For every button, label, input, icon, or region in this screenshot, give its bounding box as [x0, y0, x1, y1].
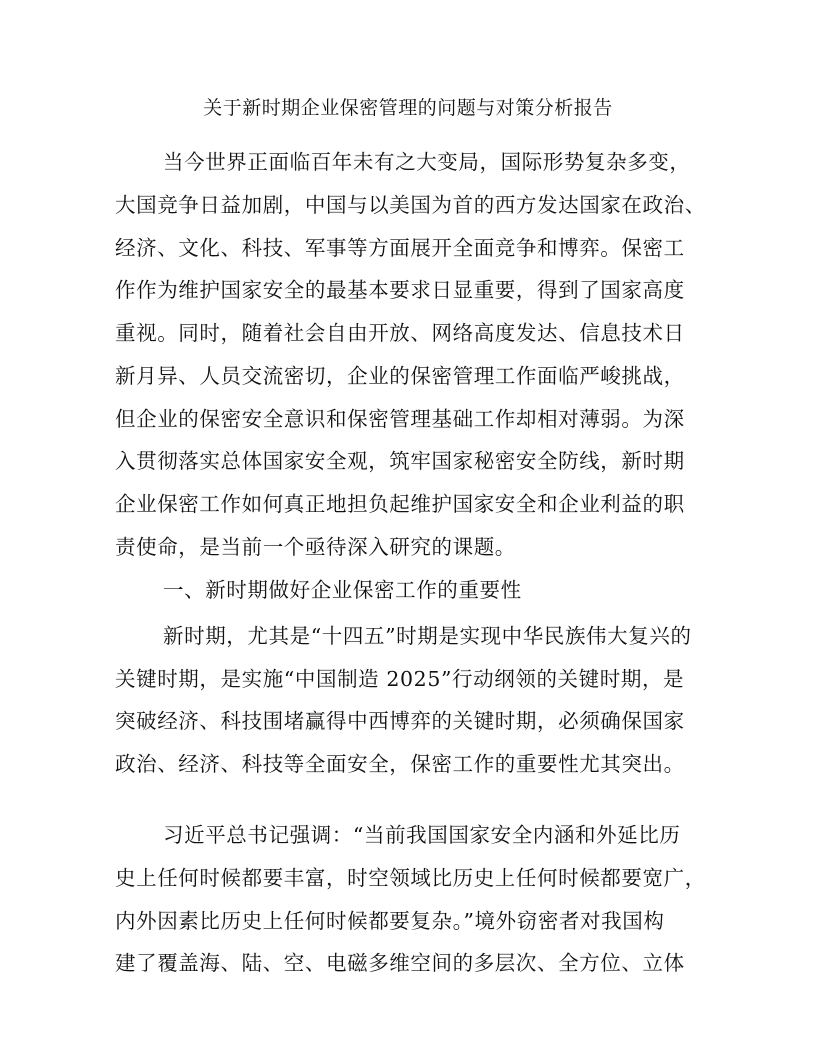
paragraph-line: 但企业的保密安全意识和保密管理基础工作却相对薄弱。为深: [115, 407, 685, 431]
paragraph-line: 企业保密工作如何真正地担负起维护国家安全和企业利益的职: [115, 492, 685, 516]
document-title: 关于新时期企业保密管理的问题与对策分析报告: [203, 97, 613, 119]
paragraph-line: 习近平总书记强调：“当前我国国家安全内涵和外延比历: [163, 823, 681, 847]
paragraph-line: 大国竞争日益加剧，中国与以美国为首的西方发达国家在政治、: [115, 193, 706, 217]
paragraph-line: 内外因素比历史上任何时候都要复杂。”境外窃密者对我国构: [115, 909, 665, 933]
paragraph-line: 新月异、人员交流密切，企业的保密管理工作面临严峻挑战，: [115, 364, 685, 388]
paragraph-line: 责使命，是当前一个亟待深入研究的课题。: [115, 535, 516, 559]
paragraph-line: 新时期，尤其是“十四五”时期是实现中华民族伟大复兴的: [163, 624, 692, 648]
paragraph-line: 关键时期，是实施“中国制造 2025”行动纲领的关键时期，是: [115, 667, 685, 691]
paragraph-line: 突破经济、科技围堵赢得中西博弈的关键时期，必须确保国家: [115, 709, 685, 733]
section-heading: 一、新时期做好企业保密工作的重要性: [163, 578, 522, 602]
paragraph-line: 史上任何时候都要丰富，时空领域比历史上任何时候都要宽广，: [115, 866, 706, 890]
paragraph-line: 入贯彻落实总体国家安全观，筑牢国家秘密安全防线，新时期: [115, 449, 685, 473]
paragraph-line: 作作为维护国家安全的最基本要求日显重要，得到了国家高度: [115, 278, 685, 302]
paragraph-line: 经济、文化、科技、军事等方面展开全面竞争和博弈。保密工: [115, 236, 685, 260]
paragraph-line: 建了覆盖海、陆、空、电磁多维空间的多层次、全方位、立体: [115, 951, 685, 975]
paragraph-line: 当今世界正面临百年未有之大变局，国际形势复杂多变，: [163, 150, 691, 174]
paragraph-line: 重视。同时，随着社会自由开放、网络高度发达、信息技术日: [115, 321, 685, 345]
paragraph-line: 政治、经济、科技等全面安全，保密工作的重要性尤其突出。: [115, 752, 685, 776]
